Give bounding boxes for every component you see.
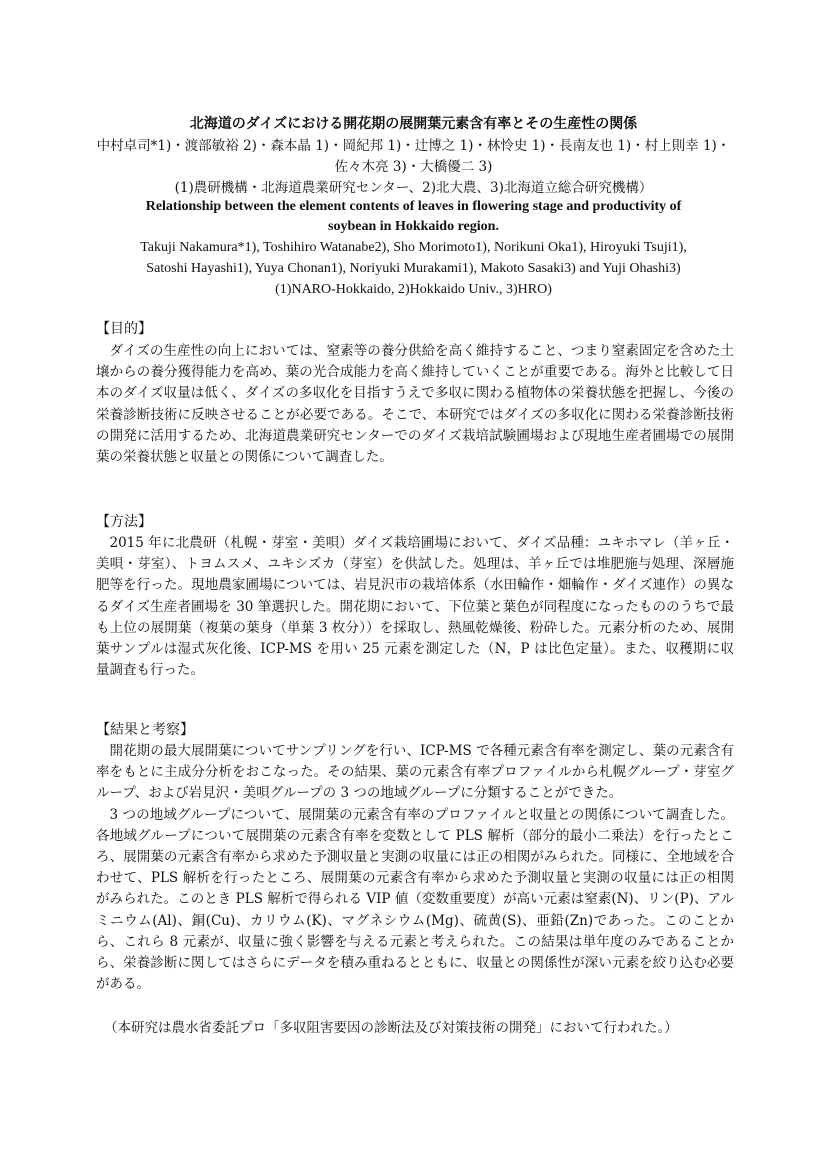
- authors-en-line2: Satoshi Hayashi1), Yuya Chonan1), Noriyuki Murakami1), Makoto Sasaki3) and Yuji Ohashi3): [146, 261, 681, 276]
- section-heading-method: 【方法】: [96, 514, 152, 530]
- authors-en-line1: Takuji Nakamura*1), Toshihiro Watanabe2), Sho Morimoto1), Norikuni Oka1), Hiroyuki Tsuji1),: [140, 240, 687, 255]
- paper-title-en-line1: Relationship between the element contents of leaves in flowering stage and productivity of: [145, 199, 682, 214]
- section-heading-purpose: 【目的】: [96, 321, 152, 337]
- paper-title-ja: 北海道のダイズにおける開花期の展開葉元素含有率とその生産性の関係: [189, 116, 638, 132]
- paragraph: 開花期の最大展開葉についてサンプリングを行い、ICP-MS で各種元素含有率を測定し、葉の元素含有率をもとに主成分分析をおこなった。その結果、葉の元素含有率プロファイルから札幌グループ・芽室グループ、および岩見沢・美唄グループの 3 つの地域グループに分類することができた。: [96, 743, 734, 802]
- funding-note: （本研究は農水省委託プロ「多収阻害要因の診断法及び対策技術の開発」において行われた。）: [104, 1020, 678, 1036]
- section-heading-results: 【結果と考察】: [96, 722, 194, 738]
- paragraph: ダイズの生産性の向上においては、窒素等の養分供給を高く維持すること、つまり窒素固定を含めた土壌からの養分獲得能力を高め、葉の光合成能力を高く維持していくことが重要である。海外と比較して日本のダイズ収量は低く、ダイズの多収化を目指すうえで多収に関わる植物体の栄養状態を把握し、今後の栄養診断技術に反映させることが必要である。そこで、本研究ではダイズの多収化に関わる栄養診断技術の開発に活用するため、北海道農業研究センターでのダイズ栽培試験圃場および現地生産者圃場での展開葉の栄養状態と収量との関係について調査した。: [96, 343, 734, 466]
- paragraph: 2015 年に北農研（札幌・芽室・美唄）ダイズ栽培圃場において、ダイズ品種：ユキホマレ（羊ヶ丘・美唄・芽室）、トヨムスメ、ユキシズカ（芽室）を供試した。処理は、羊ヶ丘では堆肥施与処理、深層施肥等を行った。現地農家圃場については、岩見沢市の栽培体系（水田輪作・畑輪作・ダイズ連作）の異なるダイズ生産者圃場を 30 筆選択した。開花期において、下位葉と葉色が同程度になったもののうちで最も上位の展開葉（複葉の葉身（単葉 3 枚分））を採取し、熱風乾燥後、粉砕した。元素分析のため、展開葉サンプルは湿式灰化後、ICP-MS を用い 25 元素を測定した（N，P は比色定量）。また、収穫期に収量調査も行った。: [96, 535, 734, 679]
- section-body-purpose: [96, 341, 734, 468]
- affiliation-en: (1)NARO-Hokkaido, 2)Hokkaido Univ., 3)HRO): [275, 282, 552, 297]
- authors-ja-line2: 佐々木亮 3)・大橋優二 3): [334, 159, 493, 175]
- paragraph: 3 つの地域グループについて、展開葉の元素含有率のプロファイルと収量との関係について調査した。各地域グループについて展開葉の元素含有率を変数として PLS 解析（部分的最小二乗法）を行ったところ、展開葉の元素含有率から求めた予測収量と実測の収量には正の相関がみられた。同様に、全地域を合わせて、PLS 解析を行ったところ、展開葉の元素含有率から求めた予測収量と実測の収量には正の相関がみられた。このとき PLS 解析で得られる VIP 値（変数重要度）が高い元素は窒素(N)、リン(P)、アルミニウム(Al)、銅(Cu)、カリウム(K)、マグネシウム(Mg)、硫黄(S)、亜鉛(Zn)であった。このことから、これら 8 元素が、収量に強く影響を与える元素と考えられた。この結果は単年度のみであることから、栄養診断に関してはさらにデータを積み重ねるとともに、収量との関係性が深い元素を絞り込む必要がある。: [96, 806, 734, 993]
- paper-title-en-line2: soybean in Hokkaido region.: [328, 219, 499, 234]
- section-body-method: [96, 533, 734, 681]
- authors-ja-line1: 中村卓司*1)・渡部敏裕 2)・森本晶 1)・岡紀邦 1)・辻博之 1)・林怜史 1)・長南友也 1)・村上則幸 1)・: [96, 138, 731, 154]
- affiliation-ja: (1)農研機構・北海道農業研究センター、2)北大農、3)北海道立総合研究機構）: [174, 180, 653, 196]
- section-body-results: [96, 741, 734, 995]
